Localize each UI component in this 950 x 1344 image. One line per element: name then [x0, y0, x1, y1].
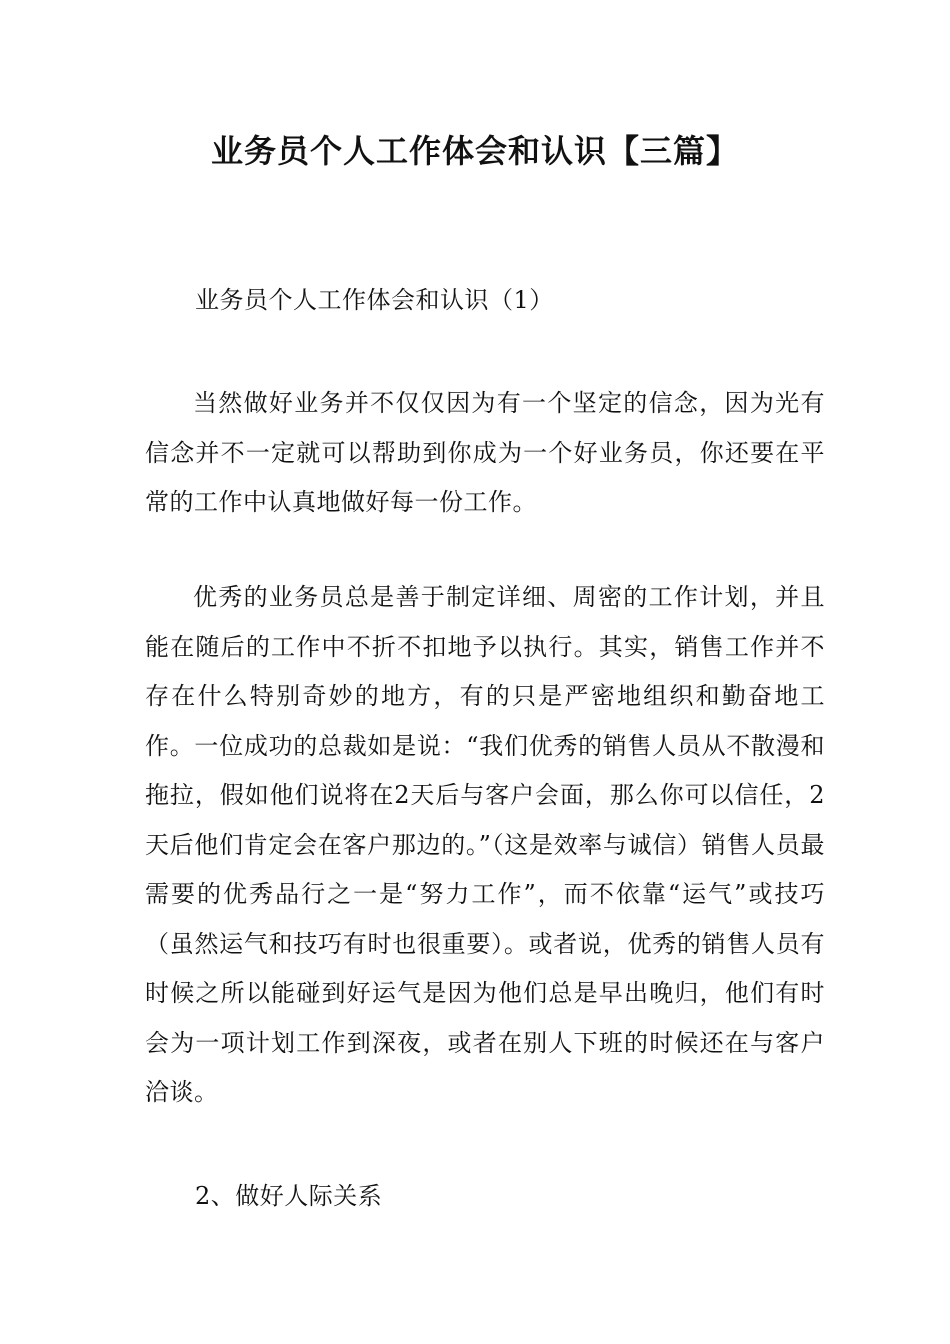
section-heading: 业务员个人工作体会和认识（1）: [195, 286, 554, 314]
document-title: 业务员个人工作体会和认识【三篇】: [210, 132, 739, 170]
subheading-relationships: 2、做好人际关系: [195, 1182, 383, 1210]
paragraph-belief: 当然做好业务并不仅仅因为有一个坚定的信念，因为光有信念并不一定就可以帮助到你成为一个好业务员，你还要在平常的工作中认真地做好每一份工作。: [145, 389, 825, 516]
paragraph-work-plan: 优秀的业务员总是善于制定详细、周密的工作计划，并且能在随后的工作中不折不扣地予以执行。其实，销售工作并不存在什么特别奇妙的地方，有的只是严密地组织和勤奋地工作。一位成功的总裁如是说：“我们优秀的销售人员从不散漫和拖拉，假如他们说将在2天后与客户会面，那么你可以信任，2天后他们肯定会在客户那边的。”（这是效率与诚信）销售人员最需要的优秀品行之一是“努力工作”，而不依靠“运气”或技巧（虽然运气和技巧有时也很重要）。或者说，优秀的销售人员有时候之所以能碰到好运气是因为他们总是早出晚归，他们有时会为一项计划工作到深夜，或者在别人下班的时候还在与客户洽谈。: [145, 583, 825, 1106]
